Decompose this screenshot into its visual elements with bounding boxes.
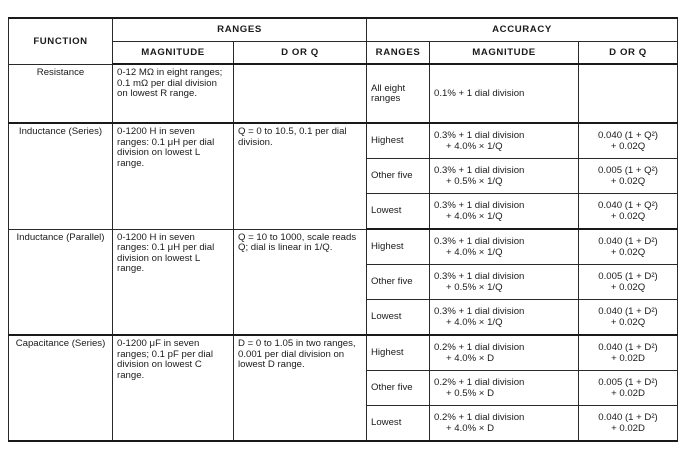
accuracy-d-or-q-line2: + 0.02D	[611, 352, 645, 364]
accuracy-d-or-q-line2: + 0.02D	[611, 422, 645, 434]
function-cell: Capacitance (Series)	[9, 335, 113, 441]
accuracy-range-cell: Other five	[367, 265, 430, 300]
specifications-table	[8, 17, 678, 442]
accuracy-magnitude-line2: + 0.5% × 1/Q	[446, 175, 503, 187]
accuracy-magnitude-line1: 0.2% + 1 dial division	[434, 377, 525, 388]
accuracy-magnitude-line2: + 4.0% × 1/Q	[446, 210, 503, 222]
accuracy-magnitude-line2: + 0.5% × D	[446, 387, 494, 399]
accuracy-magnitude-cell	[430, 123, 579, 159]
accuracy-d-or-q-line2: + 0.02D	[611, 387, 645, 399]
accuracy-d-or-q-cell	[579, 159, 678, 194]
accuracy-magnitude-cell	[430, 194, 579, 230]
accuracy-magnitude-line2: + 0.5% × 1/Q	[446, 281, 503, 293]
accuracy-magnitude-line2: + 4.0% × D	[446, 352, 494, 364]
accuracy-d-or-q-cell	[579, 194, 678, 230]
accuracy-d-or-q-line1: 0.005 (1 + Q²)	[598, 165, 659, 176]
d-or-q-range-cell	[234, 64, 367, 123]
table-row	[9, 229, 678, 265]
accuracy-d-or-q-line1: 0.040 (1 + D²)	[598, 236, 658, 247]
header-accuracy-ranges: RANGES	[367, 42, 430, 65]
accuracy-d-or-q-line1: 0.040 (1 + Q²)	[598, 130, 659, 141]
accuracy-range-cell: All eight ranges	[367, 64, 430, 123]
accuracy-d-or-q-line2: + 0.02Q	[610, 210, 646, 222]
accuracy-magnitude-cell	[430, 335, 579, 371]
accuracy-range-cell: Highest	[367, 123, 430, 159]
accuracy-range-cell: Other five	[367, 159, 430, 194]
accuracy-d-or-q-cell	[579, 335, 678, 371]
header-accuracy-d-or-q: D OR Q	[579, 42, 678, 65]
accuracy-d-or-q-cell	[579, 300, 678, 336]
accuracy-d-or-q-line2: + 0.02Q	[610, 140, 646, 152]
d-or-q-range-cell: Q = 10 to 1000, scale reads Q; dial is linear in 1/Q.	[234, 229, 367, 335]
function-cell: Resistance	[9, 64, 113, 123]
magnitude-range-cell: 0-1200 H in seven ranges: 0.1 μH per dial division on lowest L range.	[113, 229, 234, 335]
accuracy-magnitude-line1: 0.3% + 1 dial division	[434, 130, 525, 141]
accuracy-magnitude-line2: + 4.0% × 1/Q	[446, 246, 503, 258]
header-magnitude: MAGNITUDE	[113, 42, 234, 65]
accuracy-d-or-q-line2: + 0.02Q	[610, 316, 646, 328]
accuracy-d-or-q-line1: 0.005 (1 + D²)	[598, 271, 658, 282]
accuracy-range-cell: Highest	[367, 229, 430, 265]
accuracy-range-cell: Other five	[367, 371, 430, 406]
header-d-or-q: D OR Q	[234, 42, 367, 65]
accuracy-magnitude-line1: 0.3% + 1 dial division	[434, 236, 525, 247]
header-ranges: RANGES	[113, 18, 367, 42]
accuracy-range-cell: Lowest	[367, 300, 430, 336]
accuracy-magnitude-line2: + 4.0% × 1/Q	[446, 140, 503, 152]
accuracy-d-or-q-cell	[579, 123, 678, 159]
accuracy-magnitude-line1: 0.3% + 1 dial division	[434, 271, 525, 282]
table-row	[9, 335, 678, 371]
accuracy-range-cell: Highest	[367, 335, 430, 371]
accuracy-d-or-q-cell	[579, 406, 678, 442]
accuracy-magnitude-cell	[430, 159, 579, 194]
magnitude-range-cell: 0-12 MΩ in eight ranges; 0.1 mΩ per dial division on lowest R range.	[113, 64, 234, 123]
accuracy-d-or-q-line2: + 0.02Q	[610, 281, 646, 293]
accuracy-d-or-q-line1: 0.040 (1 + D²)	[598, 412, 658, 423]
accuracy-magnitude-line1: 0.3% + 1 dial division	[434, 306, 525, 317]
accuracy-magnitude-line1: 0.3% + 1 dial division	[434, 200, 525, 211]
magnitude-range-cell: 0-1200 μF in seven ranges; 0.1 pF per dial division on lowest C range.	[113, 335, 234, 441]
accuracy-d-or-q-line2: + 0.02Q	[610, 175, 646, 187]
header-function: FUNCTION	[9, 18, 113, 64]
accuracy-d-or-q-line1: 0.040 (1 + Q²)	[598, 200, 659, 211]
accuracy-magnitude-line1: 0.2% + 1 dial division	[434, 342, 525, 353]
accuracy-d-or-q-cell	[579, 371, 678, 406]
table-row	[9, 123, 678, 159]
accuracy-magnitude-cell	[430, 371, 579, 406]
accuracy-magnitude-cell	[430, 265, 579, 300]
d-or-q-range-cell: D = 0 to 1.05 in two ranges, 0.001 per dial division on lowest D range.	[234, 335, 367, 441]
d-or-q-range-cell: Q = 0 to 10.5, 0.1 per dial division.	[234, 123, 367, 229]
accuracy-d-or-q-line1: 0.040 (1 + D²)	[598, 306, 658, 317]
table-row	[9, 64, 678, 123]
accuracy-range-cell: Lowest	[367, 194, 430, 230]
accuracy-d-or-q-line2: + 0.02Q	[610, 246, 646, 258]
magnitude-range-cell: 0-1200 H in seven ranges: 0.1 μH per dial division on lowest L range.	[113, 123, 234, 229]
accuracy-magnitude-line1: 0.1% + 1 dial division	[434, 87, 525, 99]
accuracy-magnitude-line1: 0.2% + 1 dial division	[434, 412, 525, 423]
accuracy-magnitude-line2: + 4.0% × D	[446, 422, 494, 434]
accuracy-d-or-q-cell	[579, 229, 678, 265]
accuracy-d-or-q-line1: 0.005 (1 + D²)	[598, 377, 658, 388]
accuracy-magnitude-line1: 0.3% + 1 dial division	[434, 165, 525, 176]
function-cell: Inductance (Series)	[9, 123, 113, 229]
accuracy-d-or-q-cell	[579, 64, 678, 123]
accuracy-d-or-q-cell	[579, 265, 678, 300]
accuracy-magnitude-cell	[430, 229, 579, 265]
accuracy-magnitude-line2: + 4.0% × 1/Q	[446, 316, 503, 328]
header-accuracy: ACCURACY	[367, 18, 678, 42]
accuracy-magnitude-cell	[430, 64, 579, 123]
function-cell: Inductance (Parallel)	[9, 229, 113, 335]
header-accuracy-magnitude: MAGNITUDE	[430, 42, 579, 65]
accuracy-d-or-q-line1: 0.040 (1 + D²)	[598, 342, 658, 353]
accuracy-magnitude-cell	[430, 406, 579, 442]
accuracy-magnitude-cell	[430, 300, 579, 336]
accuracy-range-cell: Lowest	[367, 406, 430, 442]
